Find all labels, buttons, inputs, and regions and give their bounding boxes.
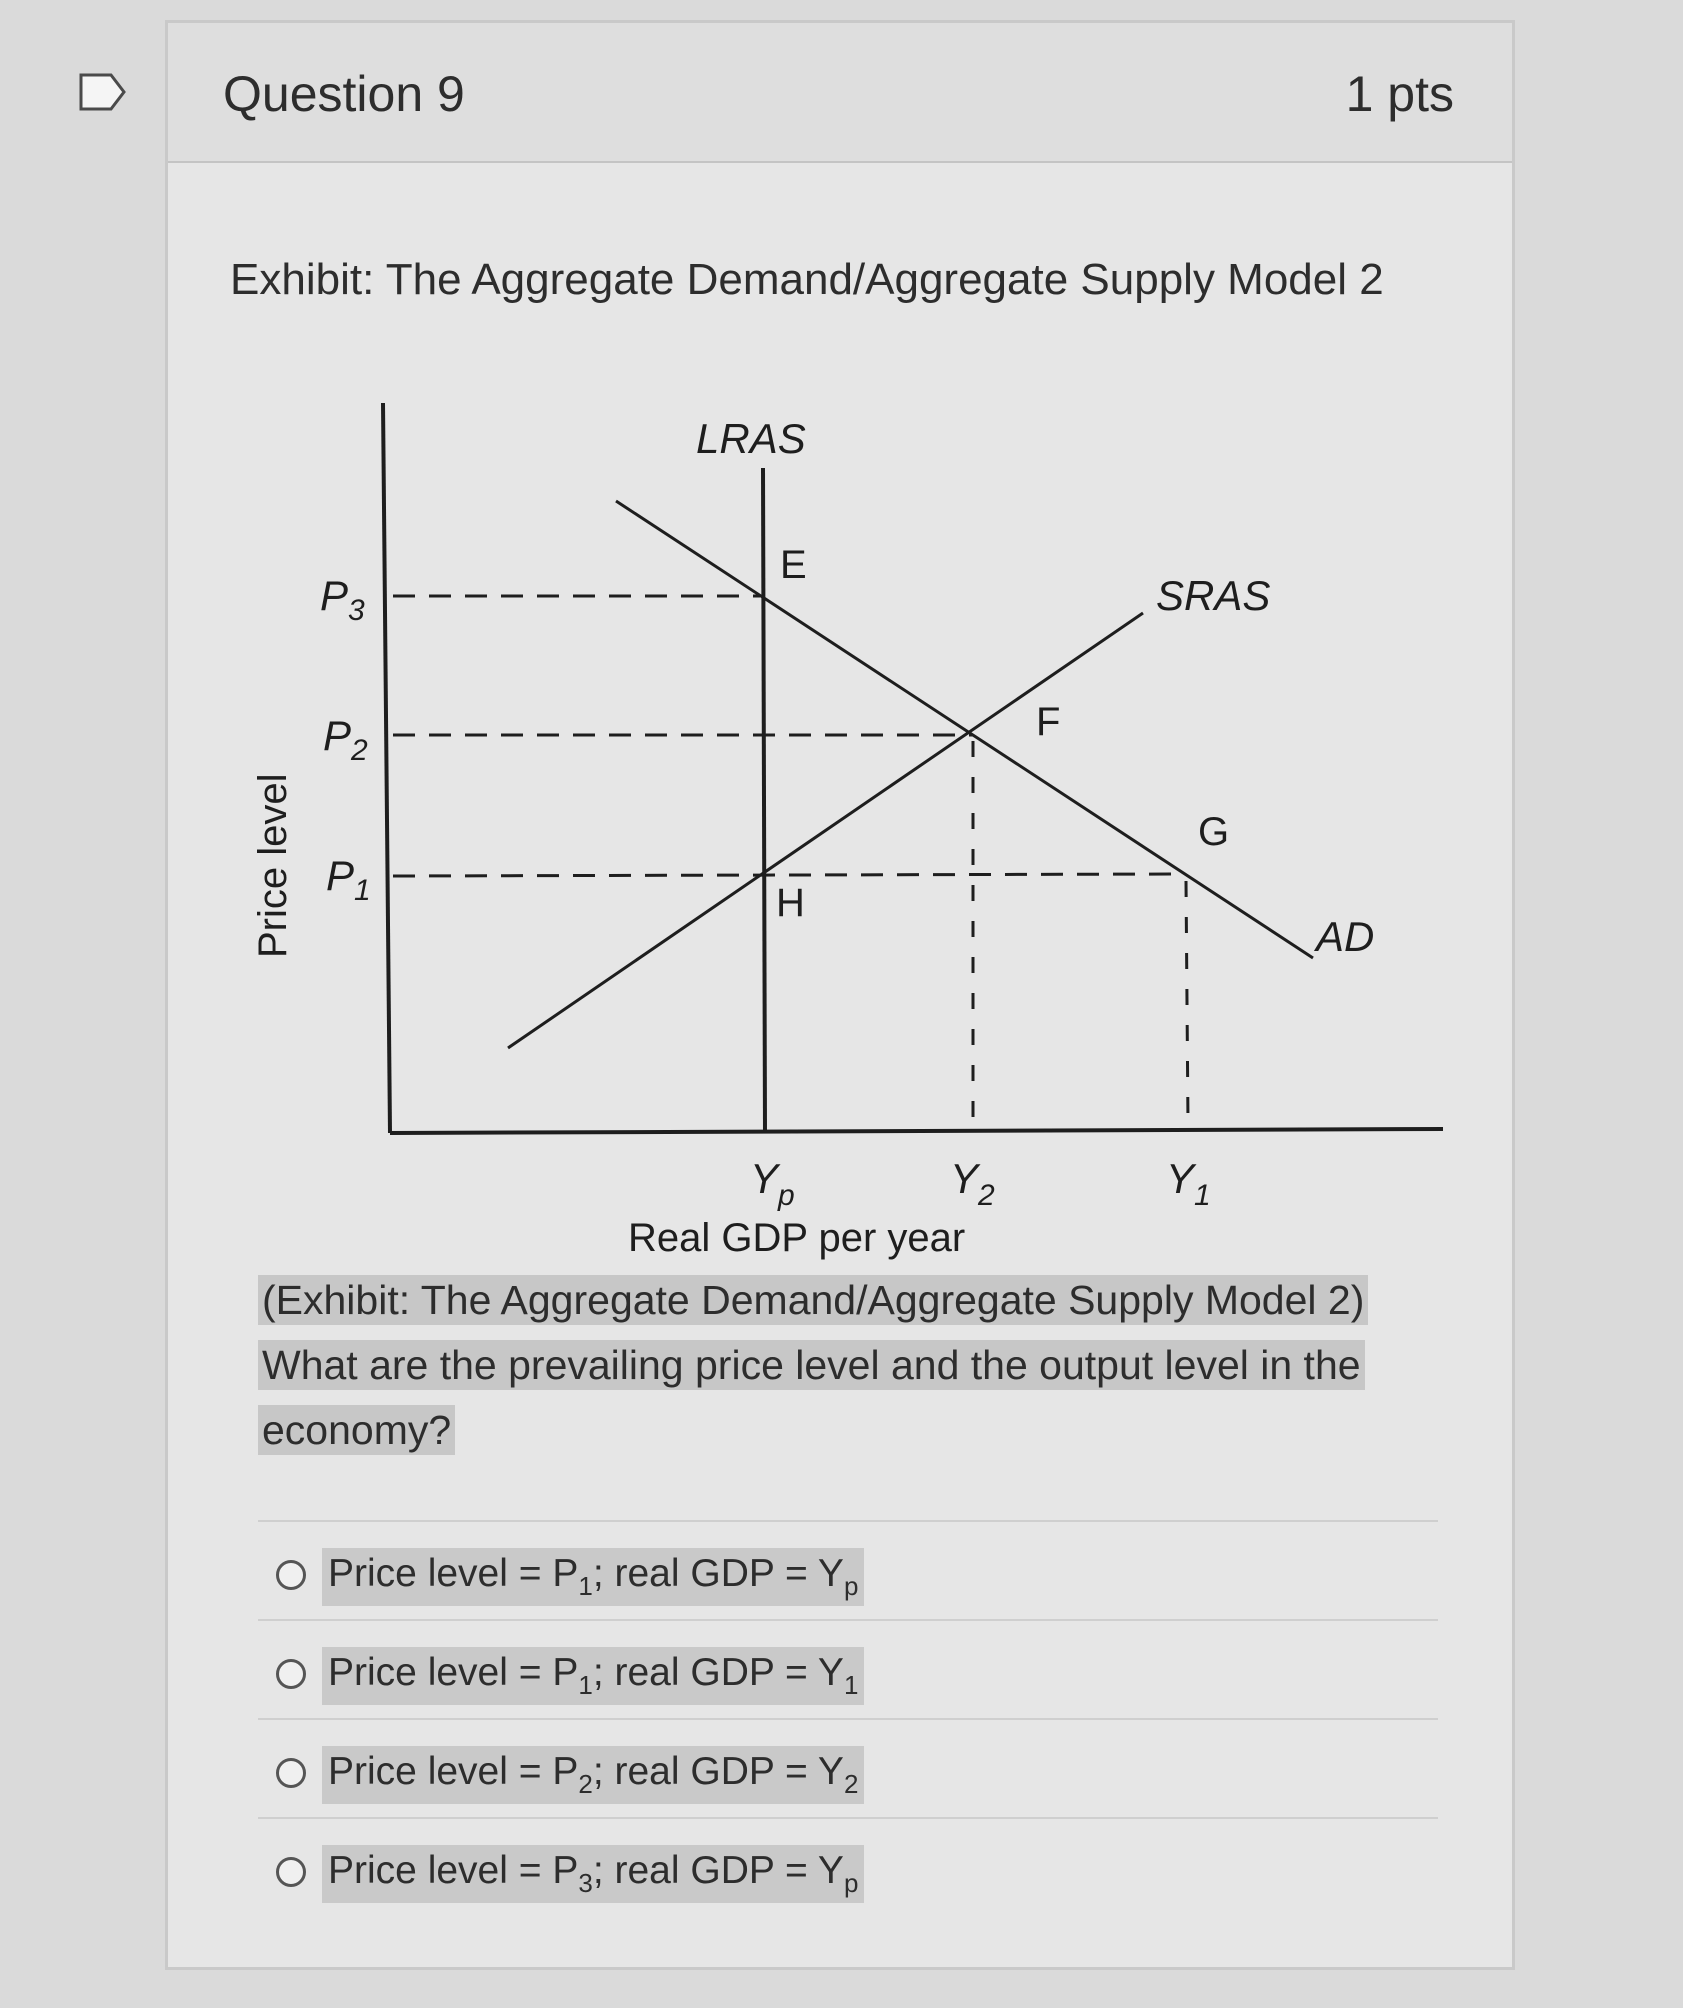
answer-list — [258, 1520, 1438, 1916]
point-f-label: F — [1036, 700, 1061, 744]
ad-label: AD — [1316, 913, 1375, 960]
y1-guide — [1186, 881, 1188, 1123]
x-tick-y2: $Y_2$ — [950, 1155, 995, 1212]
x-tick-y1: $Y_1$ — [1166, 1155, 1211, 1212]
radio-button[interactable] — [276, 1659, 306, 1689]
y-axis-label: Price level — [251, 773, 295, 958]
ad-as-chart — [168, 23, 1518, 1263]
y-tick-p2: $P_2$ — [323, 712, 368, 767]
prompt-line-2: What are the prevailing price level and the output level in the — [258, 1340, 1365, 1390]
answer-label[interactable]: Price level = $P_1$; real GDP = $Y_1$ — [322, 1647, 864, 1705]
bookmark-flag-icon[interactable] — [78, 72, 128, 112]
radio-button[interactable] — [276, 1560, 306, 1590]
question-prompt — [258, 1268, 1428, 1463]
prompt-line-1: (Exhibit: The Aggregate Demand/Aggregate Supply Model 2) — [258, 1275, 1368, 1325]
question-title: Question 9 — [223, 66, 465, 122]
prompt-line-3: economy? — [258, 1405, 455, 1455]
answer-option-2[interactable] — [258, 1619, 1438, 1718]
y-tick-p1: $P_1$ — [326, 852, 371, 907]
answer-label[interactable]: Price level = $P_1$; real GDP = $Y_p$ — [322, 1548, 864, 1606]
point-e-label: E — [780, 543, 807, 587]
answer-option-3[interactable] — [258, 1718, 1438, 1817]
lras-label: LRAS — [696, 415, 806, 462]
radio-button[interactable] — [276, 1758, 306, 1788]
y-tick-p3: $P_3$ — [320, 572, 365, 627]
ad-curve — [616, 501, 1313, 958]
x-tick-yp: $Y_p$ — [750, 1155, 795, 1212]
answer-label[interactable]: Price level = $P_2$; real GDP = $Y_2$ — [322, 1746, 864, 1804]
answer-label[interactable]: Price level = $P_3$; real GDP = $Y_p$ — [322, 1845, 864, 1903]
p1-guide — [393, 874, 1183, 876]
lras-curve — [763, 468, 765, 1133]
sras-curve — [508, 613, 1143, 1048]
x-axis-label: Real GDP per year — [628, 1216, 966, 1260]
radio-button[interactable] — [276, 1857, 306, 1887]
point-g-label: G — [1198, 810, 1230, 854]
x-axis — [390, 1129, 1443, 1133]
answer-option-4[interactable] — [258, 1817, 1438, 1916]
y-axis — [383, 403, 390, 1133]
sras-label: SRAS — [1156, 572, 1271, 619]
question-card — [165, 20, 1515, 1970]
point-h-label: H — [776, 881, 805, 925]
question-points: 1 pts — [1345, 66, 1454, 122]
answer-option-1[interactable] — [258, 1520, 1438, 1619]
exhibit-title: Exhibit: The Aggregate Demand/Aggregate Supply Model 2 — [230, 255, 1384, 304]
